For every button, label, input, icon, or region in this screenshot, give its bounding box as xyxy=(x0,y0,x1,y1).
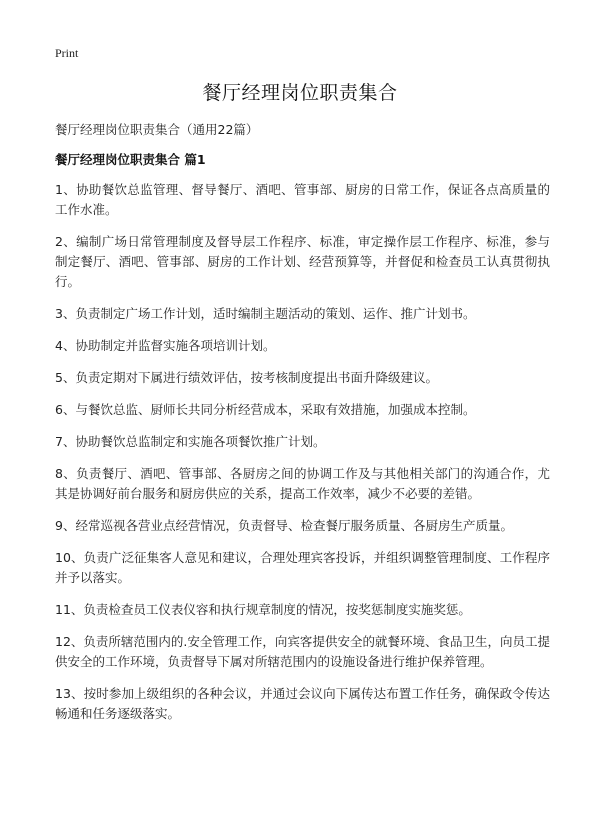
list-item: 3、负责制定广场工作计划，适时编制主题活动的策划、运作、推广计划书。 xyxy=(55,306,476,321)
document-subtitle: 餐厅经理岗位职责集合（通用22篇） xyxy=(55,122,259,137)
list-item: 12、负责所辖范围内的.安全管理工作，向宾客提供安全的就餐环境、食品卫生，向员工提供安全的工作环境，负责督导下属对所辖范围内的设施设备进行维护保养管理。 xyxy=(55,634,550,669)
page-title: 餐厅经理岗位职责集合 xyxy=(202,82,398,104)
list-item: 5、负责定期对下属进行绩效评估，按考核制度提出书面升降级建议。 xyxy=(55,370,438,385)
list-item: 4、协助制定并监督实施各项培训计划。 xyxy=(55,338,276,353)
print-label: Print xyxy=(55,46,79,60)
list-item: 11、负责检查员工仪表仪容和执行规章制度的情况，按奖惩制度实施奖惩。 xyxy=(55,602,471,617)
list-item: 9、经常巡视各营业点经营情况，负责督导、检查餐厅服务质量、各厨房生产质量。 xyxy=(55,518,513,533)
section-heading: 餐厅经理岗位职责集合 篇1 xyxy=(55,152,206,167)
list-item: 7、协助餐饮总监制定和实施各项餐饮推广计划。 xyxy=(55,434,326,449)
list-item: 10、负责广泛征集客人意见和建议，合理处理宾客投诉，并组织调整管理制度、工作程序并予以落实。 xyxy=(55,550,550,585)
list-item: 2、编制广场日常管理制度及督导层工作程序、标准，审定操作层工作程序、标准，参与制定餐厅、酒吧、管事部、厨房的工作计划、经营预算等，并督促和检查员工认真贯彻执行。 xyxy=(55,234,550,289)
list-item: 6、与餐饮总监、厨师长共同分析经营成本，采取有效措施，加强成本控制。 xyxy=(55,402,476,417)
list-item: 8、负责餐厅、酒吧、管事部、各厨房之间的协调工作及与其他相关部门的沟通合作，尤其是协调好前台服务和厨房供应的关系，提高工作效率，减少不必要的差错。 xyxy=(55,466,550,501)
duty-list xyxy=(55,180,550,736)
list-item: 13、按时参加上级组织的各种会议，并通过会议向下属传达布置工作任务，确保政令传达畅通和任务逐级落实。 xyxy=(55,686,550,721)
list-item: 1、协助餐饮总监管理、督导餐厅、酒吧、管事部、厨房的日常工作，保证各点高质量的工作水准。 xyxy=(55,182,550,217)
